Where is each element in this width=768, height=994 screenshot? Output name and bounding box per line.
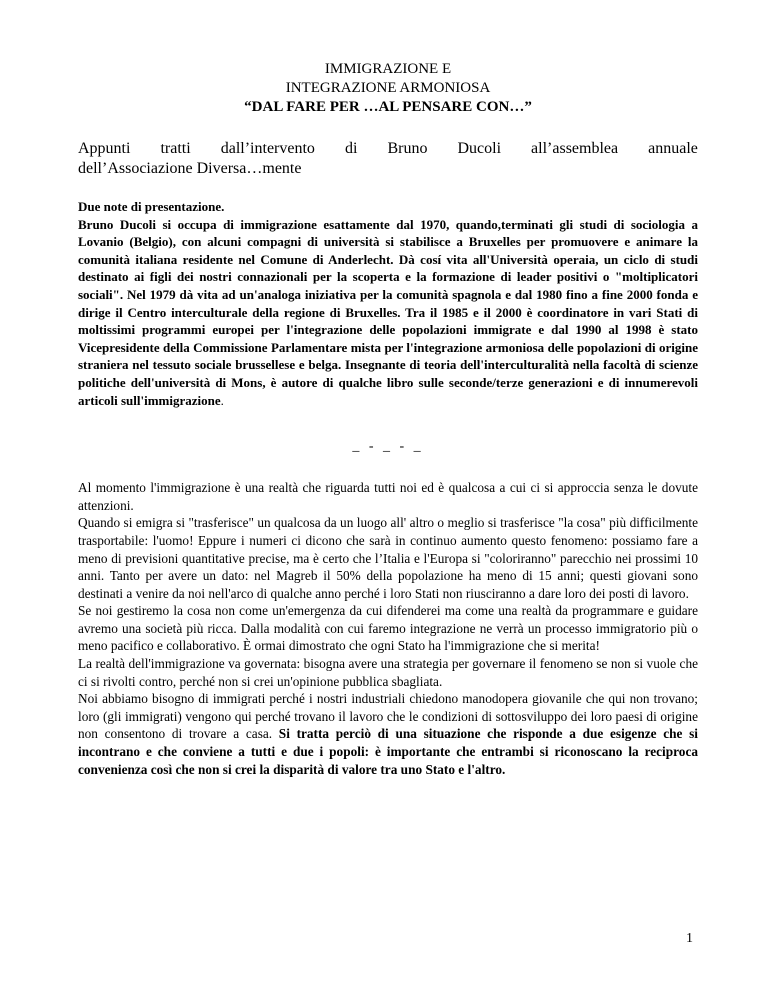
intro-line-1 [78,139,698,159]
body-paragraph-1: Al momento l'immigrazione è una realtà che riguarda tutti noi ed è qualcosa a cui ci si approccia senza le dovute attenzioni. [78,480,698,513]
body-paragraph-4: La realtà dell'immigrazione va governata: bisogna avere una strategia per governare il fenomeno se non si vuole che ci si rivolti contro, perché non si crei un'opinione pubblica sbagliata. [78,656,698,689]
section-separator: _ - _ - _ [352,439,424,455]
intro-paragraph [78,139,698,179]
title-line-3: “DAL FARE PER …AL PENSARE CON…” [244,99,532,115]
body-paragraph-3: Se noi gestiremo la cosa non come un'emergenza da cui difenderei ma come una realtà da programmare e guidare avremo una società più ricca. Dalla modalità con cui faremo integrazione ne verrà un processo immigratorio più o meno pacifico e collaborativo. È ormai dimostrato che ogni Stato ha l'immigrazione che si merita! [78,603,698,654]
presentation-text [78,216,698,410]
intro-word: annuale [648,140,698,157]
page-number: 1 [686,931,693,946]
presentation-body: Bruno Ducoli si occupa di immigrazione esattamente dal 1970, quando,terminati gli studi di sociologia a Lovanio (Belgio), con alcuni compagni di università si stabilisce a Bruxelles per promuovere e animare la comunità italiana residente nel Comune di Anderlecht. Dà cosí vita all'Università operaia, un ciclo di studi destinato ai figli dei nostri connazionali per la scoperta e la formazione di leader positivi o "moltiplicatori sociali". Nel 1979 dà vita ad un'analoga iniziativa per la comunità spagnola e dal 1980 fino a fine 2000 fonda e dirige il Centro interculturale della regione di Bruxelles. Tra il 1985 e il 2000 è coordinatore in vari Stati di moltissimi programmi europei per l'integrazione delle popolazioni immigrate e dal 1990 al 1998 è stato Vicepresidente della Commissione Parlamentare mista per l'integrazione armoniosa delle popolazioni di origine straniera nel tessuto sociale brussellese e belga. Insegnante di teoria dell'interculturalità nella facoltà di scienze politiche dell'università di Mons, è autore di qualche libro sulle seconde/terze generazioni e di innumerevoli articoli sull'immigrazione [78,216,698,408]
body-paragraph-5 [78,690,698,778]
intro-line-2: dell’Associazione Diversa…mente [78,160,302,177]
body-paragraph-5-text: Noi abbiamo bisogno di immigrati perché i nostri industriali chiedono manodopera giovanile che qui non trovano; loro (gli immigrati) vengono qui perché trovano il lavoro che le condizioni di sottosviluppo dei loro paesi di origine non consentono di trovare a casa. [78,691,698,742]
body-paragraph-2: Quando si emigra si "trasferisce" un qualcosa da un luogo all' altro o meglio si trasferisce "la cosa" più difficilmente trasportabile: l'uomo! Eppure i numeri ci dicono che sarà in continuo aumento questo fenomeno: possiamo fare a meno di previsioni quantitative precise, ma è certo che l’Italia e l'Europa si "coloriranno" parecchio nei prossimi 10 anni. Tanto per avere un dato: nel Magreb il 50% della popolazione ha meno di 15 anni; questi giovani sono destinati a venire da noi nell'arco di qualche anno perché i loro Stati non riusciranno a dare loro dei posti di lavoro. [78,515,698,601]
presentation-heading: Due note di presentazione. [78,199,225,214]
document-page [78,60,698,778]
intro-word: tratti [160,140,191,157]
intro-word: Appunti [78,140,131,157]
body-paragraph-5-emphasis: Si tratta perciò di una situazione che risponde a due esigenze che si incontrano e che conviene a tutti e due i popoli: è importante che entrambi si riconoscano la reciproca convenienza così che non si crei la disparità di valore tra uno Stato e l'altro. [78,726,698,777]
intro-word: dall’intervento [220,140,315,157]
document-title [78,60,698,117]
body-text [78,479,698,778]
presentation-section [78,198,698,409]
title-line-1: IMMIGRAZIONE E [324,61,452,77]
intro-word: all’assemblea [531,140,619,157]
intro-word: Bruno [387,140,428,157]
title-line-2: INTEGRAZIONE ARMONIOSA [285,80,491,96]
presentation-tail: . [220,392,224,408]
intro-word: di [344,140,358,157]
intro-word: Ducoli [457,140,502,157]
